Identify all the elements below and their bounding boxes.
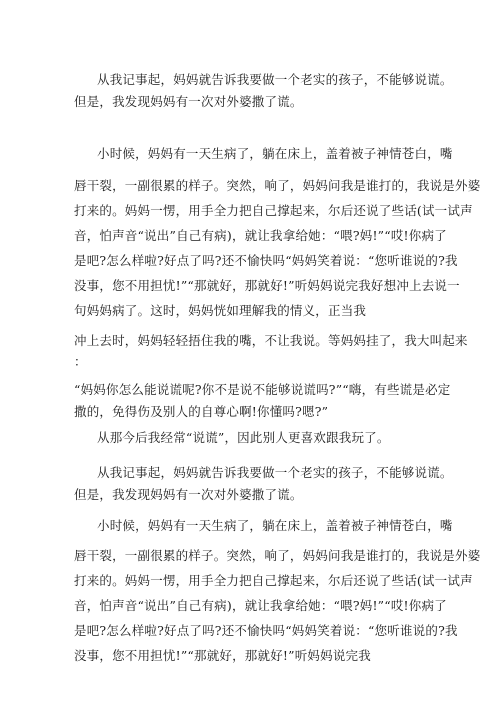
text-line: 冲上去时，妈妈轻轻捂住我的嘴，不让我说。等妈妈挂了，我大叫起来 — [74, 333, 468, 348]
text-line: 从我记事起，妈妈就告诉我要做一个老实的孩子，不能够说谎。 — [97, 72, 453, 87]
text-line: 句妈妈病了。这时，妈妈恍如理解我的情义，正当我 — [74, 303, 367, 318]
text-line: 从那今后我经常“说谎”，因此别人更喜欢跟我玩了。 — [97, 430, 390, 445]
text-line: 没事，您不用担忧!”“那就好，那就好!”听妈妈说完我 — [74, 648, 371, 663]
text-line: ： — [74, 354, 87, 369]
text-line: 从我记事起，妈妈就告诉我要做一个老实的孩子，不能够说谎。 — [97, 465, 453, 480]
text-line: 唇干裂，一副很累的样子。突然，响了，妈妈问我是谁打的，我说是外婆 — [74, 548, 481, 563]
text-line: 没事，您不用担忧!”“那就好，那就好!”听妈妈说完我好想冲上去说一 — [74, 278, 460, 293]
text-line: 打来的。妈妈一愣，用手全力把自己撑起来，尔后还说了些话(试一试声 — [74, 573, 473, 588]
text-line: 打来的。妈妈一愣，用手全力把自己撑起来，尔后还说了些话(试一试声 — [74, 203, 473, 218]
text-line: 撒的，免得伤及别人的自尊心啊!你懂吗?嗯?” — [74, 404, 329, 419]
text-line: 但是，我发现妈妈有一次对外婆撒了谎。 — [74, 487, 303, 502]
text-line: “妈妈你怎么能说谎呢?你不是说不能够说谎吗?”“嗨，有些谎是必定 — [74, 382, 451, 397]
text-line: 音，怕声音“说出”自己有病)，就让我拿给她：“喂?妈!”“哎!你病了 — [74, 228, 447, 243]
text-line: 小时候，妈妈有一天生病了，躺在床上，盖着被子神情苍白，嘴 — [97, 518, 453, 533]
text-line: 音，怕声音“说出”自己有病)，就让我拿给她：“喂?妈!”“哎!你病了 — [74, 598, 447, 613]
text-line: 唇干裂，一副很累的样子。突然，响了，妈妈问我是谁打的，我说是外婆 — [74, 178, 481, 193]
text-line: 是吧?怎么样啦?好点了吗?还不愉快吗“妈妈笑着说：“您听谁说的?我 — [74, 253, 458, 268]
text-line: 但是，我发现妈妈有一次对外婆撒了谎。 — [74, 94, 303, 109]
text-line: 小时候，妈妈有一天生病了，躺在床上，盖着被子神情苍白，嘴 — [97, 146, 453, 161]
text-line: 是吧?怎么样啦?好点了吗?还不愉快吗“妈妈笑着说：“您听谁说的?我 — [74, 623, 458, 638]
